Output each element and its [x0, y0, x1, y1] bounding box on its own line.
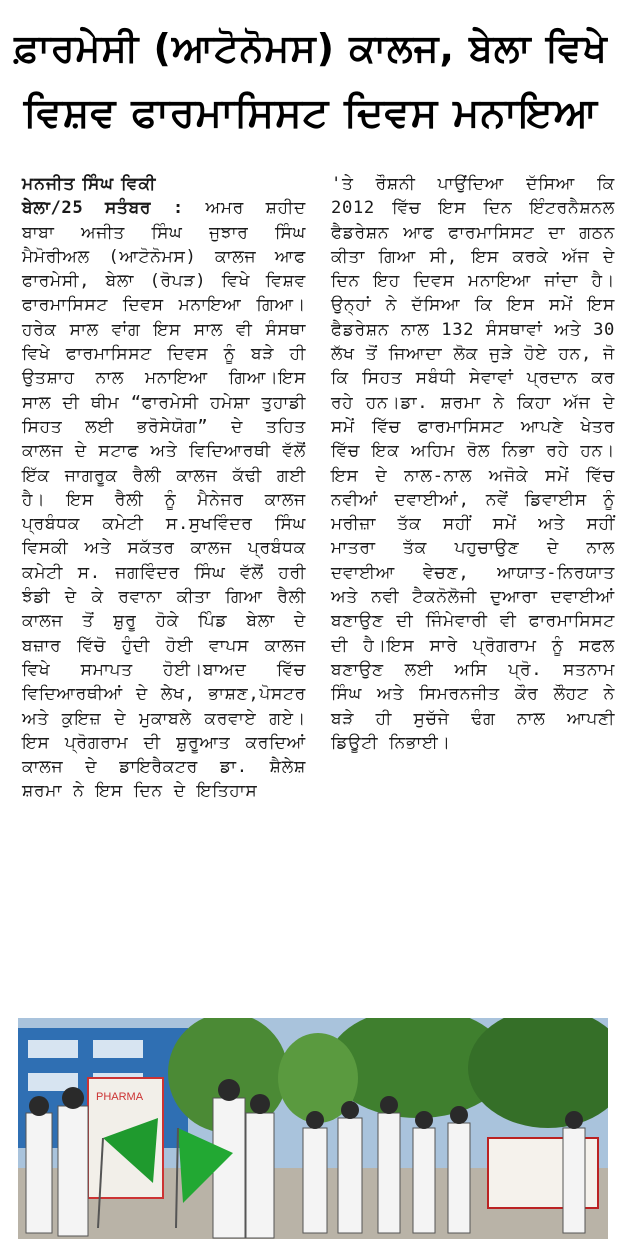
column-1-body: ਅਮਰ ਸ਼ਹੀਦ ਬਾਬਾ ਅਜੀਤ ਸਿੰਘ ਜੁਝਾਰ ਸਿੰਘ ਮੈਮੋਰੀਅਲ (ਆਟੋਨੋਮਸ) ਕਾਲਜ ਆਫ ਫਾਰਮੇਸੀ, ਬੇਲਾ (ਰੋਪੜ) ਵਿਖੇ ਵਿਸ਼ਵ ਫਾਰਮਾਸਿਸਟ ਦਿਵਸ ਮਨਾਇਆ ਗਿਆ। ਹਰੇਕ ਸਾਲ ਵਾਂਗ ਇਸ ਸਾਲ ਵੀ ਸੰਸਥਾ ਵਿਖੇ ਫਾਰਮਾਸਿਸਟ ਦਿਵਸ ਨੂੰ ਬੜੇ ਹੀ ਉਤਸ਼ਾਹ ਨਾਲ ਮਨਾਇਆ ਗਿਆ।ਇਸ ਸਾਲ ਦੀ ਥੀਮ “ਫਾਰਮੇਸੀ ਹਮੇਸ਼ਾ ਤੁਹਾਡੀ ਸਿਹਤ ਲਈ ਭਰੋਸੇਯੋਗ” ਦੇ ਤਹਿਤ ਕਾਲਜ ਦੇ ਸਟਾਫ ਅਤੇ ਵਿਦਿਆਰਥੀ ਵੱਲੋਂ ਇੱਕ ਜਾਗਰੂਕ ਰੈਲੀ ਕਾਲਜ ਕੱਢੀ ਗਈ ਹੈ। ਇਸ ਰੈਲੀ ਨੂੰ ਮੈਨੇਜਰ ਕਾਲਜ ਪ੍ਰਬੰਧਕ ਕਮੇਟੀ ਸ.ਸੁਖਵਿੰਦਰ ਸਿੰਘ ਵਿਸਕੀ ਅਤੇ ਸਕੱਤਰ ਕਾਲਜ ਪ੍ਰਬੰਧਕ ਕਮੇਟੀ ਸ. ਜਗਵਿੰਦਰ ਸਿੰਘ ਵੱਲੋਂ ਹਰੀ ਝੰਡੀ ਦੇ ਕੇ ਰਵਾਨਾ ਕੀਤਾ ਗਿਆ ਰੈਲੀ ਕਾਲਜ ਤੋਂ ਸ਼ੁਰੂ ਹੋਕੇ ਪਿੰਡ ਬੇਲਾ ਦੇ ਬਜ਼ਾਰ ਵਿੱਚੋ ਹੁੰਦੀ ਹੋਈ ਵਾਪਸ ਕਾਲਜ ਵਿਖੇ ਸਮਾਪਤ ਹੋਈ।ਬਾਅਦ ਵਿੱਚ ਵਿਦਿਆਰਥੀਆਂ ਦੇ ਲੇਖ, ਭਾਸ਼ਣ,ਪੋਸਟਰ ਅਤੇ ਕੁਇਜ਼ ਦੇ ਮੁਕਾਬਲੇ ਕਰਵਾਏ ਗਏ। ਇਸ ਪ੍ਰੋਗਰਾਮ ਦੀ ਸ਼ੁਰੂਆਤ ਕਰਦਿਆਂ ਕਾਲਜ ਦੇ ਡਾਇਰੈਕਟਰ ਡਾ. ਸ਼ੈਲੇਸ਼ ਸ਼ਰਮਾ ਨੇ ਇਸ ਦਿਨ ਦੇ ਇਤਿਹਾਸ — [22, 198, 306, 802]
byline: ਮਨਜੀਤ ਸਿੰਘ ਵਿਕੀ — [22, 174, 157, 194]
rally-photo — [18, 1018, 608, 1239]
headline-line-1: ਫ਼ਾਰਮੇਸੀ (ਆਟੋਨੋਮਸ) ਕਾਲਜ, ਬੇਲਾ ਵਿਖੇ — [14, 26, 608, 70]
column-2-body: 'ਤੇ ਰੌਸ਼ਨੀ ਪਾਉਂਦਿਆ ਦੱਸਿਆ ਕਿ 2012 ਵਿੱਚ ਇਸ ਦਿਨ ਇੰਟਰਨੈਸ਼ਨਲ ਫੈਡਰੇਸ਼ਨ ਆਫ ਫਾਰਮਾਸਿਸਟ ਦਾ ਗਠਨ ਕੀਤਾ ਗਿਆ ਸੀ, ਇਸ ਕਰਕੇ ਅੱਜ ਦੇ ਦਿਨ ਇਹ ਦਿਵਸ ਮਨਾਇਆ ਜਾਂਦਾ ਹੈ। ਉਨ੍ਹਾਂ ਨੇ ਦੱਸਿਆ ਕਿ ਇਸ ਸਮੇਂ ਇਸ ਫੈਡਰੇਸ਼ਨ ਨਾਲ 132 ਸੰਸਥਾਵਾਂ ਅਤੇ 30 ਲੱਖ ਤੋਂ ਜਿਆਦਾ ਲੋਕ ਜੁੜੇ ਹੋਏ ਹਨ, ਜੋ ਕਿ ਸਿਹਤ ਸਬੰਧੀ ਸੇਵਾਵਾਂ ਪ੍ਰਦਾਨ ਕਰ ਰਹੇ ਹਨ।ਡਾ. ਸ਼ਰਮਾ ਨੇ ਕਿਹਾ ਅੱਜ ਦੇ ਸਮੇਂ ਵਿੱਚ ਫਾਰਮਾਸਿਸਟ ਆਪਣੇ ਖੇਤਰ ਵਿੱਚ ਇਕ ਅਹਿਮ ਰੋਲ ਨਿਭਾ ਰਹੇ ਹਨ। ਇਸ ਦੇ ਨਾਲ-ਨਾਲ ਅਜੋਕੇ ਸਮੇਂ ਵਿੱਚ ਨਵੀਆਂ ਦਵਾਈਆਂ, ਨਵੇਂ ਡਿਵਾਈਸ ਨੂੰ ਮਰੀਜ਼ਾ ਤੱਕ ਸਹੀਂ ਸਮੇਂ ਅਤੇ ਸਹੀਂ ਮਾਤਰਾ ਤੱਕ ਪਹੁਚਾਉਣ ਦੇ ਨਾਲ ਦਵਾਈਆ ਵੇਚਣ, ਆਯਾਤ-ਨਿਰਯਾਤ ਅਤੇ ਨਵੀ ਟੈਕਨੋਲੋਜੀ ਦੁਆਰਾ ਦਵਾਈਆਂ ਬਣਾਉਣ ਦੀ ਜਿੰਮੇਵਾਰੀ ਵੀ ਫਾਰਮਾਸਿਸਟ ਦੀ ਹੈ।ਇਸ ਸਾਰੇ ਪ੍ਰੋਗਰਾਮ ਨੂੰ ਸਫਲ ਬਣਾਉਣ ਲਈ ਅਸਿ ਪ੍ਰੋ. ਸਤਨਾਮ ਸਿੰਘ ਅਤੇ ਸਿਮਰਨਜੀਤ ਕੌਰ ਲੌਹਟ ਨੇ ਬੜੇ ਹੀ ਸੁਚੱਜੇ ਢੰਗ ਨਾਲ ਆਪਣੀ ਡਿਊਟੀ ਨਿਭਾਈ। — [331, 174, 615, 753]
headline-line-2: ਵਿਸ਼ਵ ਫਾਰਮਾਸਿਸਟ ਦਿਵਸ ਮਨਾਇਆ — [23, 90, 599, 136]
article-column-1 — [22, 172, 306, 804]
rally-photo-illustration — [18, 1018, 608, 1239]
dateline: ਬੇਲਾ/25 ਸਤੰਬਰ : — [22, 198, 184, 219]
article-column-2 — [331, 172, 615, 755]
banner-text: PHARMA — [96, 1091, 144, 1103]
